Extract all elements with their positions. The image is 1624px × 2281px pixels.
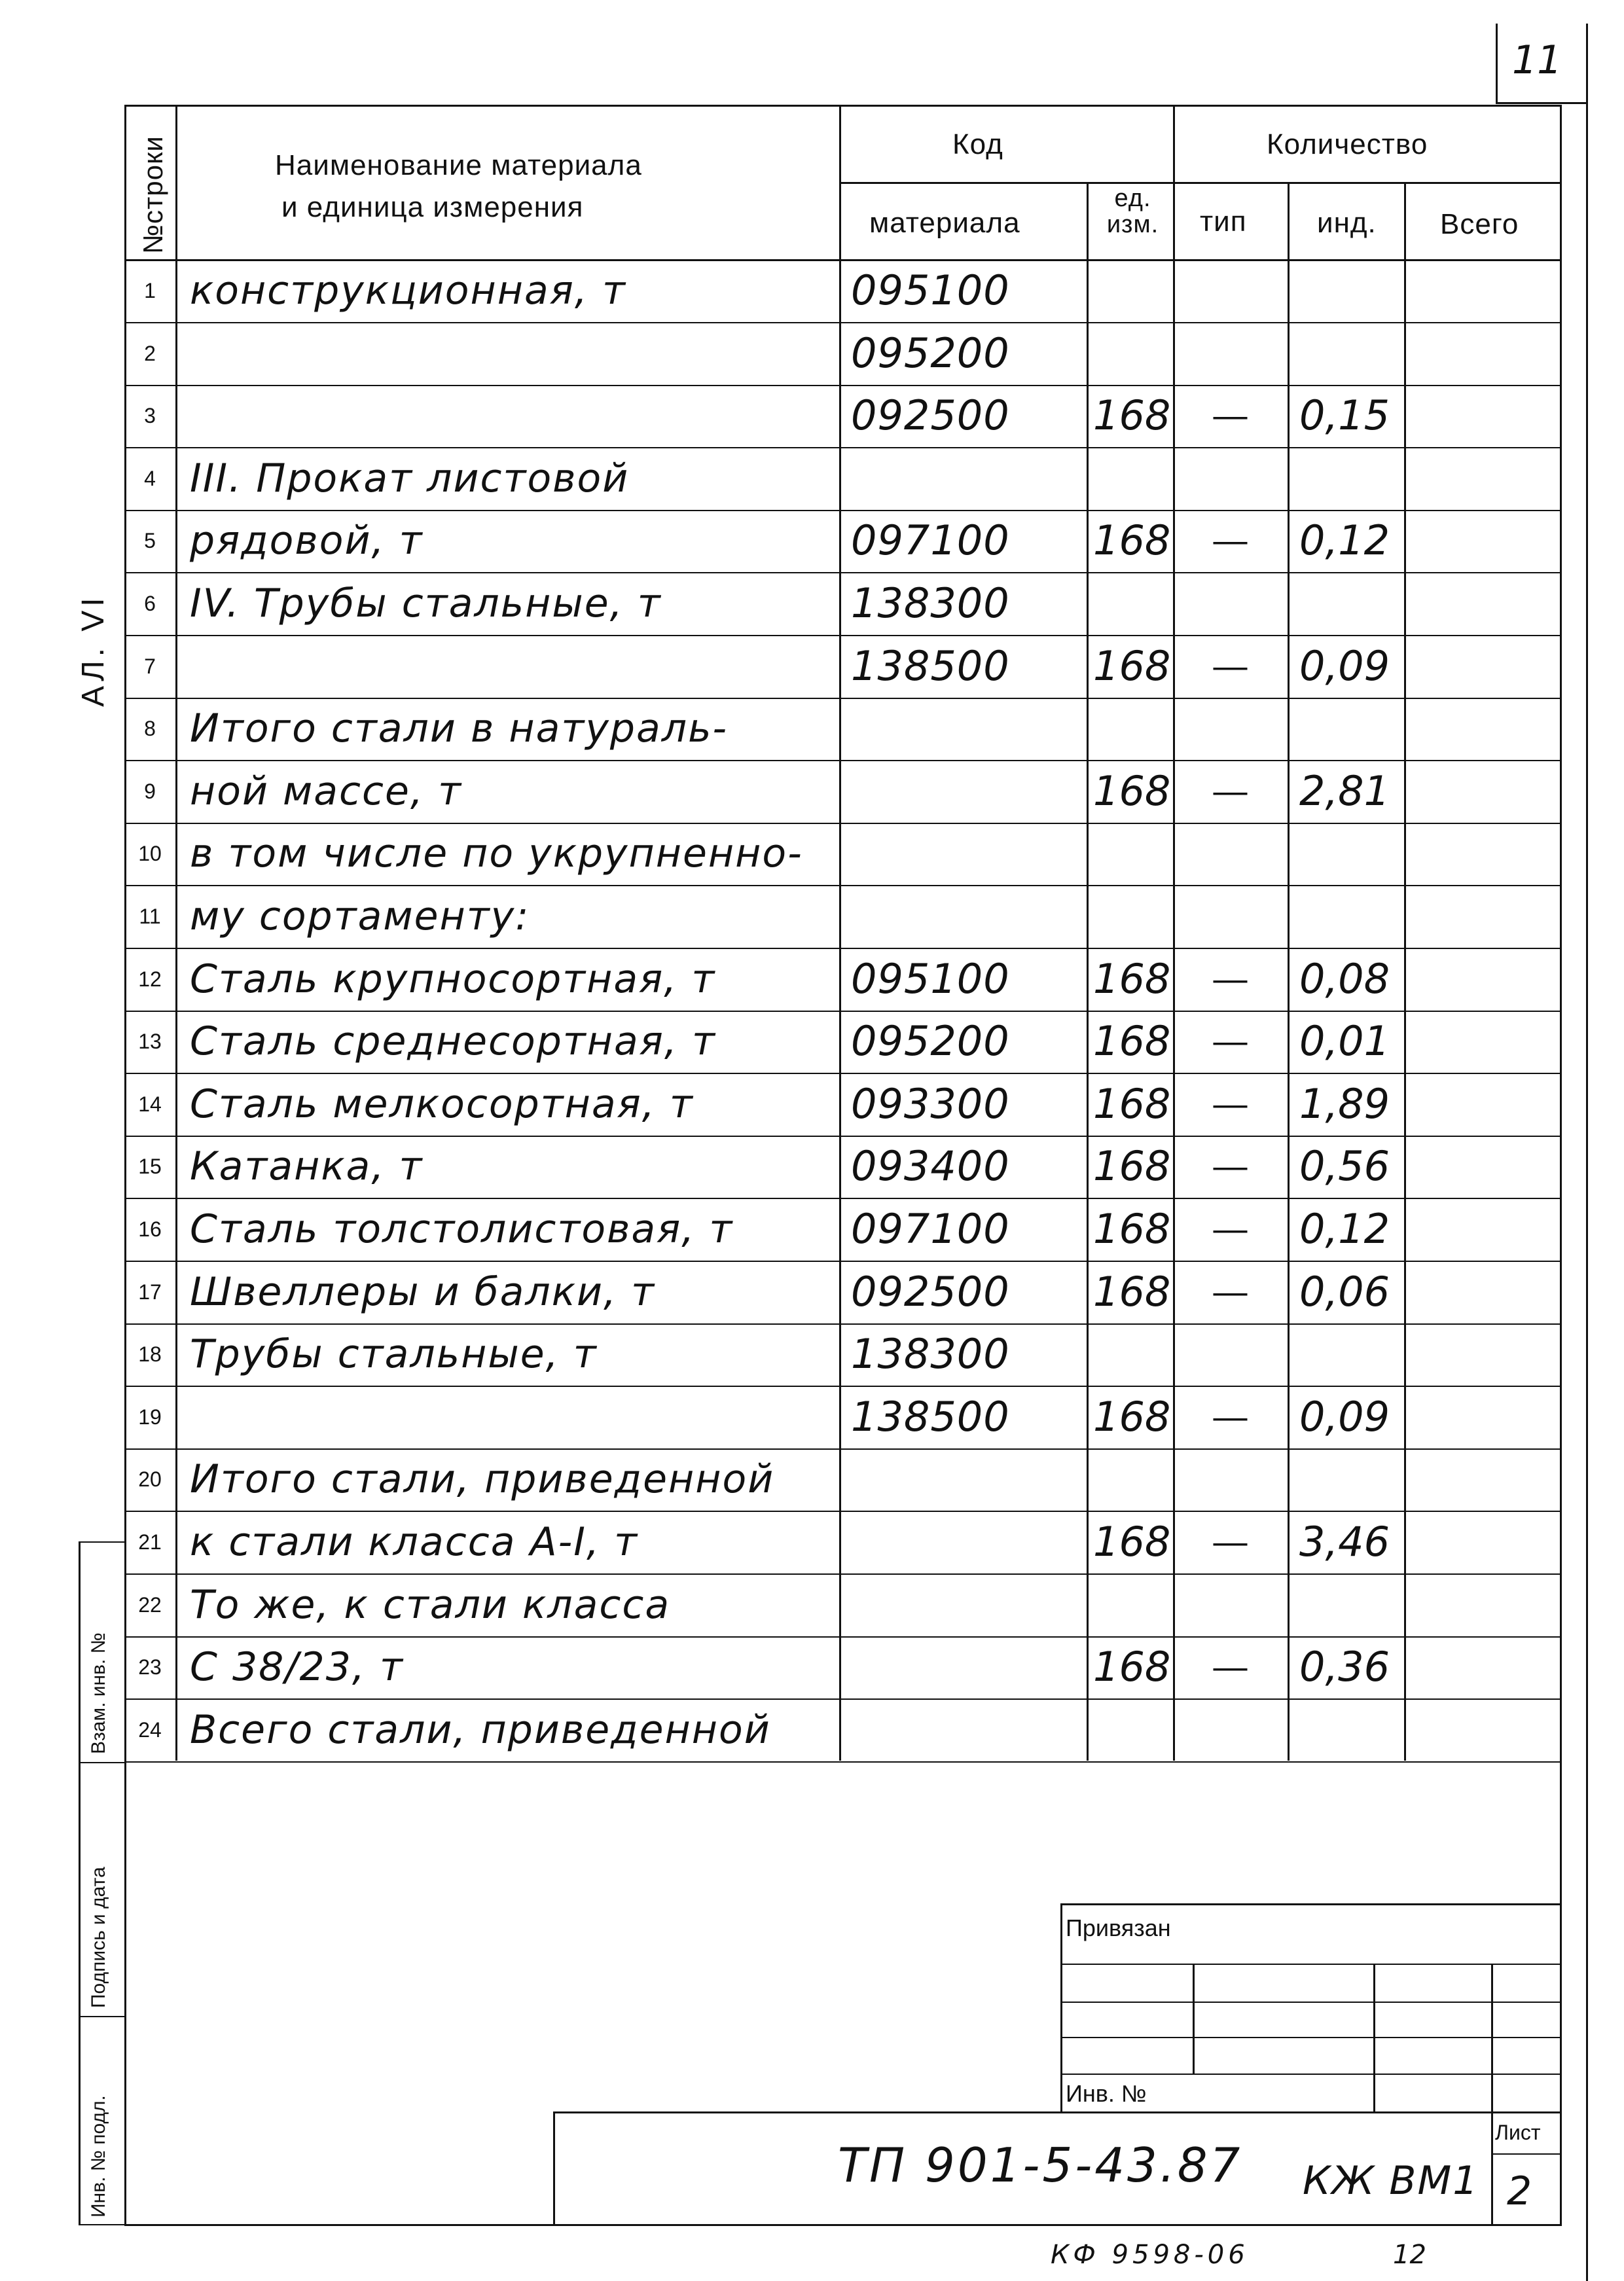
row-number: 20: [138, 1467, 162, 1491]
row-code: [839, 1448, 851, 1511]
row-code: 097100: [851, 516, 1010, 564]
row-unit: [1087, 885, 1093, 948]
row-code: [839, 1698, 851, 1761]
table-right-border: [1560, 105, 1562, 2225]
row-ind: 3,46: [1299, 1518, 1390, 1566]
row-unit: 168: [1093, 1080, 1171, 1128]
row-name: рядовой, т: [190, 518, 424, 564]
row-number: 3: [144, 403, 156, 427]
row-ind: [1288, 822, 1299, 885]
doc-mark: КЖ ВМ1: [1303, 2158, 1479, 2204]
title-block-line3: [1060, 2037, 1562, 2038]
row-code: [839, 760, 851, 823]
row-code: [839, 885, 851, 948]
row-number: 10: [138, 841, 162, 865]
row-type: —: [1213, 1398, 1248, 1436]
margin-podpis-label: Подпись и дата: [88, 1867, 109, 2008]
row-ind: [1288, 885, 1299, 948]
row-type: [1173, 572, 1288, 635]
row-number: 7: [144, 654, 156, 678]
row-type: [1173, 1698, 1288, 1761]
row-name: ной массе, т: [190, 768, 463, 814]
row-number: 15: [138, 1154, 162, 1178]
row-name: [175, 1386, 190, 1448]
row-ind: [1288, 572, 1299, 635]
row-number: 23: [138, 1655, 162, 1679]
row-name: Сталь среднесортная, т: [190, 1018, 716, 1064]
row-unit: 168: [1093, 391, 1171, 439]
row-number: 12: [138, 967, 162, 991]
sheet-cell-divider: [1491, 2153, 1562, 2155]
row-code: 097100: [851, 1205, 1010, 1253]
row-type: —: [1213, 1022, 1248, 1060]
row-unit: [1087, 447, 1093, 510]
row-name: IV. Трубы стальные, т: [190, 581, 662, 626]
row-code: [839, 822, 851, 885]
row-unit: 168: [1093, 1518, 1171, 1566]
margin-stamp-top: [79, 1541, 126, 1543]
row-number: 19: [138, 1405, 162, 1429]
table-bottom-border: [124, 2224, 1562, 2226]
row-ind: 0,09: [1299, 642, 1390, 690]
row-ind: 0,36: [1299, 1643, 1390, 1691]
row-code: 095200: [851, 329, 1010, 377]
row-name: му сортаменту:: [190, 893, 530, 939]
row-ind: [1288, 697, 1299, 760]
row-number: 24: [138, 1717, 162, 1742]
row-ind: [1288, 322, 1299, 385]
row-unit: 168: [1093, 1017, 1171, 1065]
row-name: [175, 322, 190, 385]
sheet-value: 2: [1507, 2168, 1532, 2214]
row-type: —: [1213, 1523, 1248, 1561]
row-type: —: [1213, 647, 1248, 685]
row-type: [1173, 259, 1288, 322]
row-ind: [1288, 259, 1299, 322]
row-code: [839, 697, 851, 760]
row-code: 095100: [851, 266, 1010, 314]
row-number: 2: [144, 341, 156, 365]
row-ind: [1288, 1698, 1299, 1761]
row-name: [175, 635, 190, 698]
row-unit: 168: [1093, 1643, 1171, 1691]
margin-vzam-label: Взам. инв. №: [88, 1632, 109, 1754]
row-name: Сталь крупносортная, т: [190, 956, 716, 1002]
header-split-line: [839, 182, 1562, 184]
row-unit: [1087, 822, 1093, 885]
row-name: Итого стали, приведенной: [190, 1456, 775, 1502]
row-ind: 0,15: [1299, 391, 1390, 439]
title-block-col2: [1373, 1964, 1375, 2113]
row-type: [1173, 1573, 1288, 1636]
row-ind: 0,01: [1299, 1017, 1390, 1065]
sheet-label: Лист: [1495, 2121, 1541, 2144]
row-type: [1173, 1448, 1288, 1511]
row-type: —: [1213, 1210, 1248, 1248]
row-name: Итого стали в натураль-: [190, 706, 729, 751]
row-number: 1: [144, 278, 156, 302]
row-unit: [1087, 1448, 1093, 1511]
header-qty-ind: инд.: [1317, 207, 1377, 239]
row-ind: 0,12: [1299, 516, 1390, 564]
row-code: 095200: [851, 1017, 1010, 1065]
doc-block-top: [553, 2111, 1562, 2113]
row-ind: [1288, 1448, 1299, 1511]
row-code: 093400: [851, 1142, 1010, 1190]
row-number: 9: [144, 779, 156, 803]
row-code: [839, 1573, 851, 1636]
title-block-line4: [1060, 2074, 1562, 2075]
header-qty-total: Всего: [1440, 208, 1519, 240]
row-name: То же, к стали класса: [190, 1582, 671, 1628]
row-unit: 168: [1093, 767, 1171, 815]
row-unit: [1087, 697, 1093, 760]
row-unit: [1087, 572, 1093, 635]
row-unit: [1087, 1323, 1093, 1386]
row-unit: 168: [1093, 1142, 1171, 1190]
margin-stamp-div1: [79, 1762, 126, 1763]
sheet-number-box-bottom: [1496, 102, 1588, 104]
title-block-top: [1060, 1903, 1562, 1905]
title-block-col1: [1193, 1964, 1195, 2074]
row-number: 6: [144, 591, 156, 615]
row-code: 092500: [851, 391, 1010, 439]
row-name: Всего стали, приведенной: [190, 1707, 771, 1753]
header-code-unit: ед. изм.: [1106, 185, 1159, 238]
row-ind: 0,12: [1299, 1205, 1390, 1253]
row-unit: [1087, 259, 1093, 322]
row-code: 138500: [851, 1393, 1010, 1441]
row-ind: 0,09: [1299, 1393, 1390, 1441]
sheet-number-box-left: [1496, 24, 1498, 104]
table-top-border: [124, 105, 1562, 107]
row-code: 138500: [851, 642, 1010, 690]
frame-right-edge: [1586, 24, 1588, 2281]
row-type: [1173, 1323, 1288, 1386]
row-number: 14: [138, 1092, 162, 1116]
row-code: [839, 1511, 851, 1573]
row-type: [1173, 697, 1288, 760]
row-ind: 0,08: [1299, 955, 1390, 1003]
title-block-line2: [1060, 2002, 1562, 2003]
row-code: 138300: [851, 579, 1010, 627]
row-unit: 168: [1093, 642, 1171, 690]
row-number: 13: [138, 1029, 162, 1053]
row-number: 18: [138, 1342, 162, 1366]
row-name: [175, 384, 190, 447]
archive-code: КФ 9598-06: [1051, 2240, 1249, 2270]
row-name: С 38/23, т: [190, 1644, 404, 1690]
margin-inv-podl-label: Инв. № подл.: [88, 2095, 109, 2218]
row-ind: [1288, 1573, 1299, 1636]
header-qty-type: тип: [1200, 206, 1247, 238]
title-block-line1: [1060, 1964, 1562, 1965]
row-number: 4: [144, 466, 156, 490]
header-name-line2: и единица измерения: [281, 191, 584, 223]
row-name: III. Прокат листовой: [190, 456, 630, 501]
row-unit: 168: [1093, 1393, 1171, 1441]
row-type: [1173, 885, 1288, 948]
row-name: Трубы стальные, т: [190, 1331, 598, 1377]
header-name-line1: Наименование материала: [275, 149, 642, 181]
row-number: 8: [144, 716, 156, 740]
row-code: 092500: [851, 1268, 1010, 1316]
row-divider: [124, 1761, 1562, 1763]
margin-stamp-left: [79, 1541, 81, 2225]
row-type: —: [1213, 397, 1248, 435]
title-block-col3: [1491, 1964, 1493, 2225]
row-ind: 1,89: [1299, 1080, 1390, 1128]
row-name: конструкционная, т: [190, 268, 626, 314]
row-type: [1173, 447, 1288, 510]
row-ind: [1288, 447, 1299, 510]
footer-page: 12: [1393, 2240, 1426, 2270]
row-code: 093300: [851, 1080, 1010, 1128]
privyazan-label: Привязан: [1066, 1914, 1171, 1941]
row-type: —: [1213, 772, 1248, 810]
row-ind: 2,81: [1299, 767, 1390, 815]
header-code-material: материала: [869, 207, 1020, 239]
row-code: [839, 447, 851, 510]
side-label: АЛ. VI: [76, 594, 111, 707]
row-type: —: [1213, 960, 1248, 998]
row-number: 21: [138, 1530, 162, 1554]
row-code: 095100: [851, 955, 1010, 1003]
row-unit: [1087, 1698, 1093, 1761]
row-name: Швеллеры и балки, т: [190, 1269, 656, 1315]
row-type: —: [1213, 1085, 1248, 1123]
row-type: —: [1213, 522, 1248, 560]
row-ind: [1288, 1323, 1299, 1386]
row-unit: [1087, 322, 1093, 385]
row-type: —: [1213, 1648, 1248, 1686]
row-ind: 0,06: [1299, 1268, 1390, 1316]
sheet-number: 11: [1512, 37, 1562, 83]
header-row-no: №строки: [137, 135, 168, 254]
row-type: —: [1213, 1147, 1248, 1185]
doc-code: ТП 901-5-43.87: [838, 2138, 1243, 2193]
row-number: 5: [144, 528, 156, 552]
row-unit: [1087, 1573, 1093, 1636]
row-type: —: [1213, 1273, 1248, 1311]
row-unit: 168: [1093, 955, 1171, 1003]
row-unit: 168: [1093, 516, 1171, 564]
row-type: [1173, 822, 1288, 885]
row-name: Сталь толстолистовая, т: [190, 1206, 734, 1252]
col-line-ind: [1404, 182, 1406, 1761]
row-name: Катанка, т: [190, 1143, 424, 1189]
row-number: 22: [138, 1592, 162, 1617]
row-number: 16: [138, 1217, 162, 1241]
title-block-left: [1060, 1903, 1062, 2113]
margin-stamp-bottom: [79, 2224, 126, 2225]
row-ind: 0,56: [1299, 1142, 1390, 1190]
header-qty-group: Количество: [1267, 128, 1428, 160]
header-code-group: Код: [952, 128, 1003, 160]
row-code: [839, 1636, 851, 1698]
row-unit: 168: [1093, 1205, 1171, 1253]
row-unit: 168: [1093, 1268, 1171, 1316]
margin-stamp-div2: [79, 2016, 126, 2017]
inv-no-label: Инв. №: [1066, 2080, 1147, 2107]
row-type: [1173, 322, 1288, 385]
row-number: 17: [138, 1280, 162, 1304]
doc-block-left: [553, 2111, 555, 2225]
row-name: в том числе по укрупненно-: [190, 831, 803, 876]
row-number: 11: [139, 904, 161, 928]
row-name: к стали класса А-I, т: [190, 1519, 639, 1565]
row-code: 138300: [851, 1330, 1010, 1378]
row-name: Сталь мелкосортная, т: [190, 1081, 694, 1127]
